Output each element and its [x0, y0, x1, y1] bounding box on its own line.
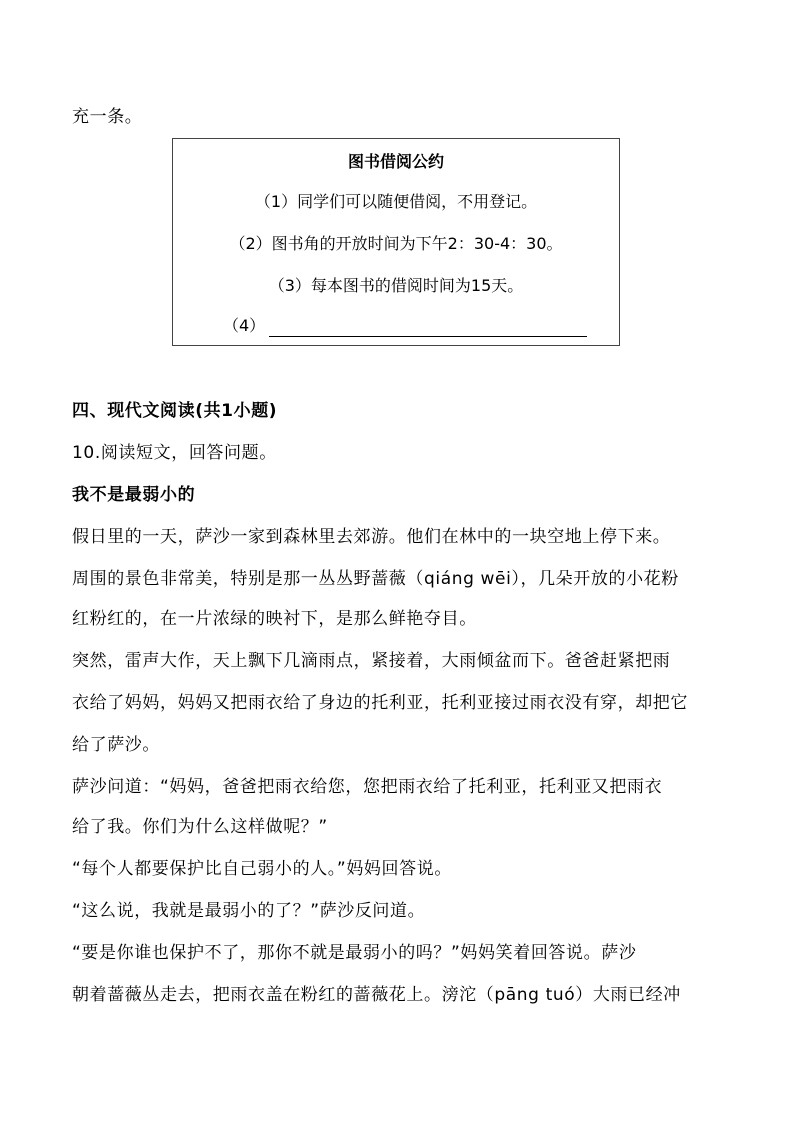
convention-item-2: （2）图书角的开放时间为下午2：30-4：30。: [229, 234, 563, 253]
passage-title: 我不是最弱小的: [72, 485, 196, 505]
passage-line: 给了萨沙。: [72, 735, 160, 755]
passage-line: 萨沙问道：“妈妈，爸爸把雨衣给您，您把雨衣给了托利亚，托利亚又把雨衣: [72, 777, 663, 797]
passage-line: 红粉红的，在一片浓绿的映衬下，是那么鲜艳夺目。: [72, 609, 477, 629]
passage-line: 假日里的一天，萨沙一家到森林里去郊游。他们在林中的一块空地上停下来。: [72, 527, 671, 547]
passage-line: 朝着蔷薇丛走去，把雨衣盖在粉红的蔷薇花上。滂沱（pāng tuó）大雨已经冲: [72, 985, 681, 1005]
passage-line: 周围的景色非常美，特别是那一丛丛野蔷薇（qiáng wēi），几朵开放的小花粉: [72, 569, 679, 589]
section-heading: 四、现代文阅读(共1小题): [72, 401, 278, 421]
passage-line: “要是你谁也保护不了，那你不就是最弱小的吗？”妈妈笑着回答说。萨沙: [72, 943, 637, 963]
top-fragment-text: 充一条。: [72, 107, 143, 127]
library-convention-box: [172, 138, 620, 346]
convention-item-4: [223, 315, 587, 337]
question-prompt: 10.阅读短文，回答问题。: [72, 443, 277, 463]
passage-line: “每个人都要保护比自己弱小的人。”妈妈回答说。: [72, 859, 452, 879]
passage-line: 突然，雷声大作，天上飘下几滴雨点，紧接着，大雨倾盆而下。爸爸赶紧把雨: [72, 651, 671, 671]
convention-item-1: （1）同学们可以随便借阅，不用登记。: [254, 192, 538, 211]
passage-line: “这么说，我就是最弱小的了？”萨沙反问道。: [72, 901, 426, 921]
passage-line: 给了我。你们为什么这样做呢？”: [72, 817, 328, 837]
convention-item-4-label: （4）: [223, 316, 266, 335]
passage-line: 衣给了妈妈，妈妈又把雨衣给了身边的托利亚，托利亚接过雨衣没有穿，却把它: [72, 693, 688, 713]
convention-item-3: （3）每本图书的借阅时间为15天。: [268, 276, 524, 295]
convention-title: 图书借阅公约: [347, 152, 444, 171]
answer-blank-line[interactable]: [269, 318, 587, 337]
